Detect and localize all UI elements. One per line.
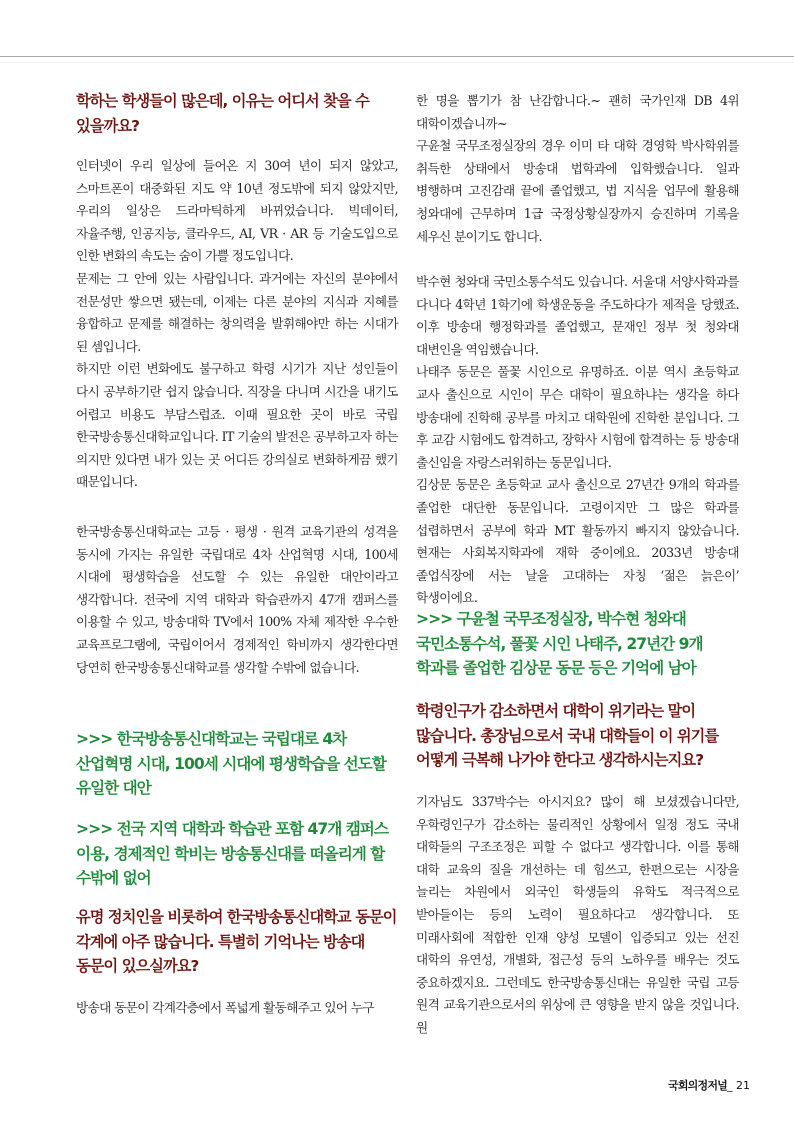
paragraph: 하지만 이런 변화에도 불구하고 학령 시기가 지난 성인들이 다시 공부하기란 쉽지 않습니다. 직장을 다니며 시간을 내기도 어렵고 비용도 부담스럽죠. 이때 필요한 곳이 바로 국립 한국방송통신대학교입니다. IT 기술의 발전은 공부하고자 하는 의지만 있다면 내가 있는 곳 어디든 강의실로 변화하게끔 했기 때문입니다. (76, 361, 398, 490)
question-heading-2: 유명 정치인을 비롯하여 한국방송통신대학교 동문이 각계에 아주 많습니다. 특별히 기억나는 방송대 동문이 있으실까요? (76, 908, 397, 975)
page-number: 21 (736, 1079, 750, 1092)
paragraph: 방송대 동문이 각계각층에서 폭넓게 활동해주고 있어 누구 (76, 1000, 374, 1015)
question-heading-3: 학령인구가 감소하면서 대학이 위기라는 말이 많습니다. 총장님으로서 국내 대학들이 이 위기를 어떻게 극복해 나가야 한다고 생각하시는지요? (416, 702, 719, 769)
highlight-2: >>> 전국 지역 대학과 학습관 포함 47개 캠퍼스 이용, 경제적인 학비는 방송통신대를 떠올리게 할 수밖에 없어 (76, 820, 388, 887)
highlight-3: >>> 구윤철 국무조정실장, 박수현 청와대 국민소통수석, 풀꽃 시인 나태주, 27년간 9개 학과를 졸업한 김상문 동문 등은 기억에 남아 (416, 610, 703, 677)
answer-3 (416, 791, 739, 1040)
answer-2-start (76, 997, 398, 1020)
paragraph: 구윤철 국무조정실장의 경우 이미 타 대학 경영학 박사학위를 취득한 상태에서 방송대 법학과에 입학했습니다. 일과 병행하며 고진감래 끝에 졸업했고, 법 지식을 업무에 활용해 청와대에 근무하며 1급 국정상황실장까지 승진하며 기록을 세우신 분이기도 합니다. (416, 138, 739, 244)
answer-2-more (416, 271, 739, 610)
paragraph: 박수현 청와대 국민소통수석도 있습니다. 서울대 서양사학과를 다니다 4학년 1학기에 학생운동을 주도하다가 제적을 당했죠. 이후 방송대 행정학과를 졸업했고, 문재인 정부 첫 청와대 대변인을 역임했습니다. (416, 274, 739, 357)
header-rule (0, 56, 794, 57)
page-footer (668, 1077, 750, 1093)
paragraph: 인터넷이 우리 일상에 들어온 지 30여 년이 되지 않았고, 스마트폰이 대중화된 지도 약 10년 정도밖에 되지 않았지만, 우리의 일상은 드라마틱하게 바뀌었습니다. 빅데이터, 자율주행, 인공지능, 클라우드, AI, VR · AR 등 기술도입으로 인한 변화의 속도는 숨이 가쁠 정도입니다. (76, 158, 398, 264)
paragraph: 김상문 동문은 초등학교 교사 출신으로 27년간 9개의 학과를 졸업한 대단한 동문입니다. 고령이지만 그 많은 학과를 섭렵하면서 공부에 학과 MT 활동까지 빠지지 않았습니다. 현재는 사회복지학과에 재학 중이에요. 2033년 방송대 졸업식장에 서는 날을 고대하는 자칭 ‘젊은 늙은이’ 학생이에요. (416, 477, 739, 606)
question-heading-1: 학하는 학생들이 많은데, 이유는 어디서 찾을 수 있을까요? (76, 92, 369, 135)
paragraph: 문제는 그 안에 있는 사람입니다. 과거에는 자신의 분야에서 전문성만 쌓으면 됐는데, 이제는 다른 분야의 지식과 지혜를 융합하고 문제를 해결하는 창의력을 발휘해야만 하는 시대가 된 셈입니다. (76, 270, 398, 354)
publication-name: 국회의정저널 (668, 1079, 727, 1092)
header-rule-shadow (0, 62, 794, 63)
answer-1b (76, 521, 398, 679)
answer-2-continued (416, 90, 739, 248)
answer-1 (76, 155, 398, 494)
paragraph: 한국방송통신대학교는 고등 · 평생 · 원격 교육기관의 성격을 동시에 가지는 유일한 국립대로 4차 산업혁명 시대, 100세 시대에 평생학습을 선도할 수 있는 유일한 대안이라고 생각합니다. 전국에 지역 대학과 학습관까지 47개 캠퍼스를 이용할 수 있고, 방송대학 TV에서 100% 자체 제작한 우수한 교육프로그램에, 국립이어서 경제적인 학비까지 생각한다면 당연히 한국방송통신대학교를 생각할 수밖에 없습니다. (76, 524, 398, 675)
paragraph: 기자님도 337박수는 아시지요? 많이 해 보셨겠습니다만, 우학령인구가 감소하는 물리적인 상황에서 일정 정도 국내 대학들의 구조조정은 피할 수 없다고 생각합니다. 이를 통해 대학 교육의 질을 개선하는 데 힘쓰고, 한편으로는 시장을 늘리는 차원에서 외국인 학생들의 유학도 적극적으로 받아들이는 등의 노력이 필요하다고 생각합니다. 또 미래사회에 적합한 인재 양성 모델이 입증되고 있는 선진 대학의 유연성, 개별화, 접근성 등의 노하우를 배우는 것도 중요하겠지요. 그런데도 한국방송통신대는 유일한 국립 고등 원격 교육기관으로서의 위상에 큰 영향을 받지 않을 것입니다. 원 (416, 794, 739, 1035)
footer-separator: _ (727, 1079, 733, 1092)
paragraph: 한 명을 뽑기가 참 난감합니다.~ 괜히 국가인재 DB 4위 대학이겠습니까~ (416, 93, 739, 131)
paragraph: 나태주 동문은 풀꽃 시인으로 유명하죠. 이분 역시 초등학교 교사 출신으로 시인이 무슨 대학이 필요하냐는 생각을 하다 방송대에 진학해 공부를 마치고 대학원에 진학한 분입니다. 그 후 교감 시험에도 합격하고, 장학사 시험에 합격하는 등 방송대 출신임을 자랑스러워하는 동문입니다. (416, 364, 739, 470)
highlight-1: >>> 한국방송통신대학교는 국립대로 4차 산업혁명 시대, 100세 시대에 평생학습을 선도할 유일한 대안 (76, 730, 386, 797)
